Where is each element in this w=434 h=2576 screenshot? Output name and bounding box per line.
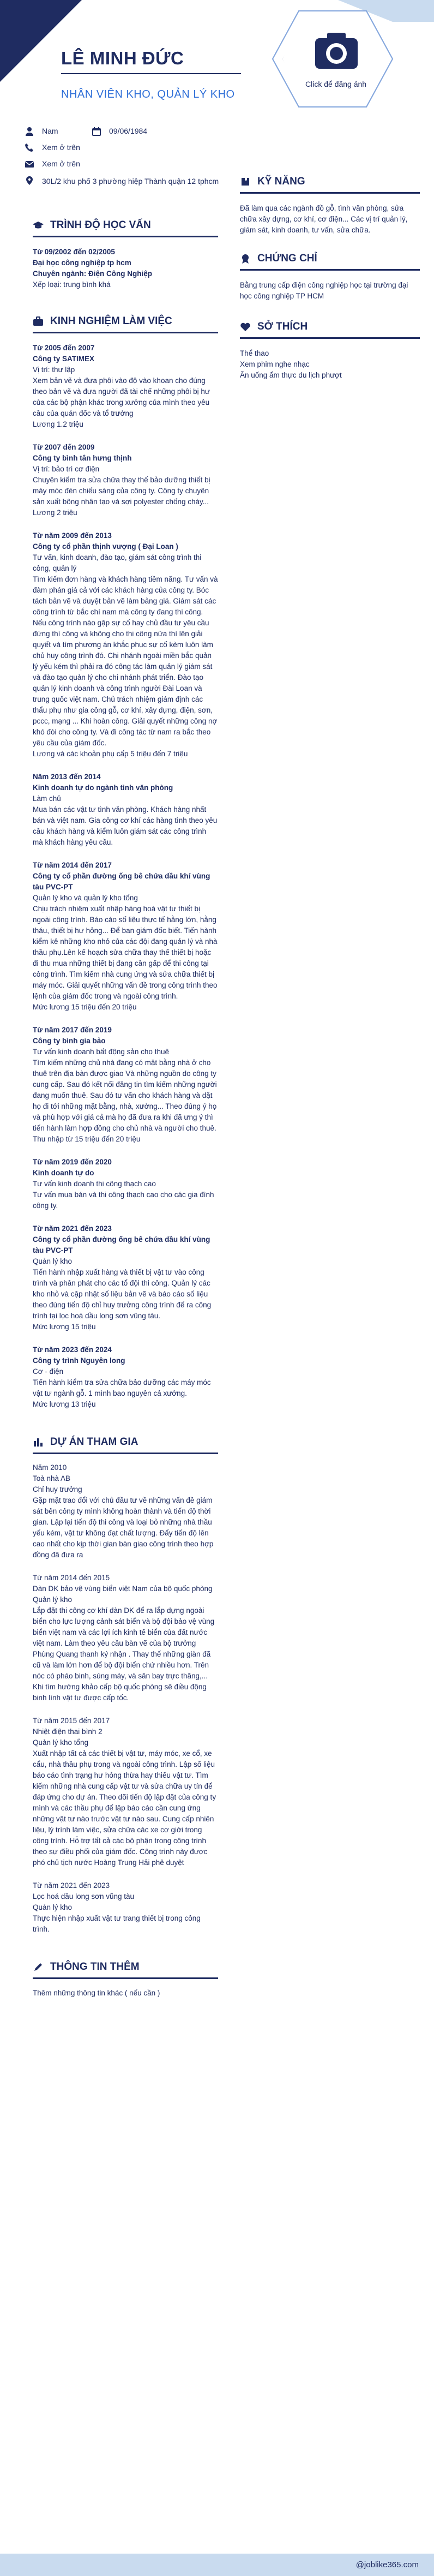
experience-company: Công ty cổ phần đường ống bê chứa dầu khí vùng tàu PVC-PT xyxy=(33,1235,210,1254)
skills-text: Đã làm qua các ngành đồ gỗ, tình văn phòng, sửa chữa xây dựng, cơ khí, cơ điện... Các vị trí quản lý, giám sát, kinh doanh, tư vấn, sửa chữa. xyxy=(240,204,408,234)
education-content xyxy=(33,247,218,290)
hobbies-title: SỞ THÍCH xyxy=(257,321,308,332)
hobbies-underline xyxy=(240,337,420,339)
gender-value: Nam xyxy=(42,127,58,135)
experience-item xyxy=(33,442,218,518)
email-icon xyxy=(25,159,34,169)
experience-time: Năm 2013 đến 2014 xyxy=(33,773,101,781)
experience-description: Tìm kiếm đơn hàng và khách hàng tiềm năng. Tư vấn và đàm phán giá cả với các khách hàng của công ty. Bóc tách bản vẽ và duyệt bản vẽ làm bảng giá. Giám sát các công trình từ bắc chí nam mà công ty đang thi công. Nếu công trình nào gặp sự cố hay chủ đầu tư yêu cầu đứng thì công và không cho thi công nữa thì lên giải quyết và tìm phương án khắc phục sự cố kèm luôn làm chủ huy công trình đó. Chi nhánh ngoài miền bắc quản lý yếu kém thì phải ra đó công tác làm quản lý giám sát và đào tạo quản lý cho chi nhánh phát triển. Đào tạo quản lý kinh doanh và công trình người Đài Loan và trung quốc việt nam. Chủ trách nhiệm giám định các thẩu phụ như gia công gỗ, cơ khí, xây dựng, điện, sơn, pccc, mạng ... Khi hoàn công. Giải quyết những công nợ khó đòi cho công ty. Và đi công tác từ nam ra bắc theo yêu cầu của giám đốc. xyxy=(33,575,218,747)
footer-site: @joblike365.com xyxy=(355,2560,419,2569)
certificates-underline xyxy=(240,269,420,271)
experience-underline xyxy=(33,332,218,333)
experience-salary: Mức lương 15 triệu xyxy=(33,1323,96,1331)
certificates-title: CHỨNG CHỈ xyxy=(257,253,317,264)
address-value: 30L/2 khu phố 3 phường hiệp Thành quận 12 tphcm xyxy=(42,177,219,186)
experience-salary: Lương 1.2 triệu xyxy=(33,420,83,428)
projects-icon xyxy=(33,1437,44,1448)
birthday-value: 09/06/1984 xyxy=(109,127,148,135)
project-description: Gặp mặt trao đổi với chủ đầu tư về những vấn đề giám sát bên công ty mình không hoàn thành và tiến độ thời gian. Lập lại tiến độ thi công và loại bỏ những nhà thầu yếu kém, vật tư không đạt chất lượng. Đẩy tiến độ lên cao nhất cho kịp thời gian bàn giao công trình theo hợp đồng đã đưa ra xyxy=(33,1496,214,1559)
project-description: Lắp đặt thi công cơ khí dàn DK để ra lắp dựng ngoài biển cho lực lượng cảnh sát biển và bộ đội bảo vệ vùng biển việt nam và các lợi ích kinh tế biển của đất nước việt nam. Làm theo yêu cầu bàn vẽ của bộ trưởng Phùng Quang thanh ký nhận . Thay thế những giàn đã cũ và làm lớn hơn để bộ đội biển chứ nhiều hơn. Trên nóc có pháo binh, súng máy, và sân bay trực thăng,... Khi tìm hướng khảo cấp bộ quốc phòng sẽ điều động binh lính vật tư được cấp tốc. xyxy=(33,1606,215,1702)
projects-heading xyxy=(33,1436,138,1448)
experience-item xyxy=(33,1223,218,1332)
project-time: Năm 2010 xyxy=(33,1463,67,1472)
experience-role: Tư vấn, kinh doanh, đào tạo, giám sát công trình thi công, quản lý xyxy=(33,553,202,572)
projects-underline xyxy=(33,1453,218,1454)
experience-description: Tìm kiếm những chủ nhà đang có mặt bằng nhà ở cho thuê trên địa bàn được giao Và những nguồn do công ty cung cấp. Sau đó kết nối đăng tin tìm kiếm những người đang muốn thuê. Sau đó tư vấn cho khách hàng và dặt họ đi tới những mặt bằng, nhà, xưởng... Theo đúng ý họ và phù hợp với giá cả mà họ đã đưa ra khi đã ưng ý thì tiến hành làm hợp đồng cho chủ nhà và người cho thuê. xyxy=(33,1059,217,1132)
project-item xyxy=(33,1880,218,1935)
heart-icon xyxy=(240,321,251,332)
info-address-row xyxy=(25,176,221,187)
projects-list xyxy=(33,1462,218,1947)
info-email-row xyxy=(25,159,80,169)
experience-time: Từ năm 2023 đến 2024 xyxy=(33,1346,112,1354)
person-icon xyxy=(25,127,34,136)
info-icon xyxy=(33,1962,44,1973)
education-heading xyxy=(33,219,151,231)
calendar-icon xyxy=(92,127,101,136)
skills-underline xyxy=(240,192,420,194)
experience-list xyxy=(33,343,218,1422)
project-name: Lọc hoá dầu long sơn vũng tàu xyxy=(33,1892,134,1900)
experience-salary: Lương và các khoản phụ cấp 5 triệu đến 7 triệu xyxy=(33,750,188,758)
experience-item xyxy=(33,860,218,1013)
project-role: Chỉ huy trưởng xyxy=(33,1485,82,1493)
experience-item xyxy=(33,1344,218,1410)
experience-time: Từ năm 2009 đến 2013 xyxy=(33,531,112,540)
experience-time: Từ năm 2017 đến 2019 xyxy=(33,1026,112,1034)
education-school: Đại học công nghiệp tp hcm xyxy=(33,259,131,267)
experience-description: Tư vấn mua bán và thi công thạch cao cho các gia đình công ty. xyxy=(33,1191,214,1210)
project-description: Xuất nhập tất cả các thiết bị vật tư, máy móc, xe cổ, xe cẩu, nhà thầu phụ trong và ngoài công trình. Lập số liệu báo cáo tình trạng hư hỏng thừa hay thiếu vật tư. Tìm kiếm những nhà cung cấp vật tư và sửa chữa uy tín để đáp ứng cho dự án. Theo dõi tiến độ lập đặt của công ty mình và các thầu phụ để lập báo cáo cần cung ứng những vật tư nào trước vật tư nào sau. Cung cấp nhiên liệu, lý trình làm việc, sửa chữa các xe cơ giới trong công trình. Hỗ trợ tất cả các bộ phận trong công trình theo sự điều phối của giám đốc. Công trình này được phó chủ tịch nước Hoàng Trung Hải phê duyệt xyxy=(33,1749,216,1867)
experience-item xyxy=(33,343,218,430)
candidate-name: LÊ MINH ĐỨC xyxy=(61,48,184,68)
phone-icon xyxy=(25,143,34,153)
graduation-cap-icon xyxy=(33,220,44,231)
experience-role: Quản lý kho và quản lý kho tổng xyxy=(33,894,138,902)
experience-description: Mua bán các vật tư tình văn phòng. Khách hàng nhất bán và việt nam. Gia công cơ khí các hàng tình theo yêu cầu khách hàng và kiểm luôn giám sát các công trình mà khách hàng yêu cầu. xyxy=(33,805,218,846)
more-info-heading xyxy=(33,1961,140,1973)
experience-description: Xem bản vẽ và đưa phôi vào độ vào khoan cho đúng theo bản vẽ và đưa người đã tài chế những phôi bị hư của các bộ phận khác trong xưởng của mình theo yêu cầu của quản đốc và tổ trưởng xyxy=(33,376,210,417)
hobby-item: Xem phim nghe nhạc xyxy=(240,360,310,368)
hobbies-list xyxy=(240,348,420,381)
job-title: NHÂN VIÊN KHO, QUẢN LÝ KHO xyxy=(61,88,235,100)
project-description: Thực hiện nhập xuất vật tư trang thiết bị trong công trình. xyxy=(33,1914,201,1933)
experience-title: KINH NGHIỆM LÀM VIỆC xyxy=(50,315,172,327)
experience-description: Tiến hành kiểm tra sửa chữa bảo dưỡng các máy móc vật tư ngành gỗ. 1 mình bao nguyên cả xưởng. xyxy=(33,1378,211,1397)
more-info-text: Thêm những thông tin khác ( nếu cần ) xyxy=(33,1989,160,1997)
info-gender-row xyxy=(25,127,58,136)
project-time: Từ năm 2015 đến 2017 xyxy=(33,1717,110,1725)
skills-heading xyxy=(240,176,305,188)
project-item xyxy=(33,1573,218,1704)
experience-time: Từ năm 2019 đến 2020 xyxy=(33,1158,112,1166)
project-role: Quản lý kho xyxy=(33,1903,73,1911)
certificates-heading xyxy=(240,253,317,265)
experience-salary: Thu nhập từ 15 triệu đến 20 triệu xyxy=(33,1135,141,1143)
project-item xyxy=(33,1716,218,1868)
more-info-underline xyxy=(33,1977,218,1979)
experience-time: Từ 2007 đến 2009 xyxy=(33,443,95,451)
certificates-text: Bằng trung cấp điện công nghiệp học tại trường đại học công nghiệp TP HCM xyxy=(240,281,408,300)
experience-time: Từ 2005 đến 2007 xyxy=(33,344,95,352)
project-role: Quản lý kho xyxy=(33,1595,73,1604)
hobby-item: Thể thao xyxy=(240,349,269,357)
photo-frame xyxy=(261,0,434,118)
briefcase-icon xyxy=(33,316,44,327)
phone-value: Xem ở trên xyxy=(42,143,80,152)
education-underline xyxy=(33,236,218,237)
experience-item xyxy=(33,1157,218,1211)
experience-company: Kinh doanh tự do ngành tình văn phòng xyxy=(33,784,173,792)
experience-item xyxy=(33,1025,218,1145)
experience-description: Chuyên kiểm tra sửa chữa thay thế bảo dưỡng thiết bị máy móc đèn chiếu sáng của công ty. Công ty chuyên sản xuất bông nhân tạo và sợi polyester chống cháy... xyxy=(33,476,210,506)
photo-upload[interactable] xyxy=(261,0,434,118)
experience-role: Tư vấn kinh doanh thi công thạch cao xyxy=(33,1180,156,1188)
education-major: Chuyên ngành: Điện Công Nghiệp xyxy=(33,270,152,278)
hobby-item: Ăn uống ẩm thực du lịch phượt xyxy=(240,371,342,379)
experience-salary: Mức lương 13 triệu xyxy=(33,1400,96,1408)
experience-role: Vị trí: thư lập xyxy=(33,366,75,374)
experience-description: Tiến hành nhập xuất hàng và thiết bị vật tư vào công trình và phân phát cho các tổ đội thi công. Quản lý các kho nhỏ và cập nhật số liệu bản vẽ và báo cáo số liệu theo đúng tiến độ chỉ huy trưởng công trình để ra công trình tại lọc hoá dầu long sơn vũng tàu. xyxy=(33,1268,212,1320)
experience-role: Làm chủ xyxy=(33,794,61,803)
hobbies-heading xyxy=(240,321,308,333)
experience-description: Chịu trách nhiệm xuất nhập hàng hoá vật tư thiết bị ngoài công trình. Báo cáo số liệu thực tế hằng lớn, hằng tháu, thiết bị hư hỏng... Để ban giám đốc biết. Tiến hành kiểm kê những kho nhỏ của các đội đang quản lý và nhà thầu phụ.Lên kế hoạch sửa chữa thay thế thiết bị hoặc đi thu mua những thiết bị đang cần gấp để thi công tại công trình. Tìm kiếm nhà cung ứng và sửa chữa thiết bị máy móc. Giải quyết những vấn đề trong công trình theo lệnh của giám đốc trong và ngoài công trình. xyxy=(33,905,218,1000)
experience-time: Từ năm 2014 đến 2017 xyxy=(33,861,112,869)
projects-title: DỰ ÁN THAM GIA xyxy=(50,1436,138,1448)
experience-salary: Mức lương 15 triệu đến 20 triệu xyxy=(33,1003,137,1011)
experience-heading xyxy=(33,315,172,327)
footer-band xyxy=(0,2554,434,2576)
info-birthday-row xyxy=(92,127,147,136)
education-grade: Xếp loại: trung bình khá xyxy=(33,280,111,289)
experience-salary: Lương 2 triệu xyxy=(33,509,77,517)
project-name: Toà nhà AB xyxy=(33,1474,71,1483)
experience-time: Từ năm 2021 đến 2023 xyxy=(33,1224,112,1233)
skills-title: KỸ NĂNG xyxy=(257,176,305,187)
info-phone-row xyxy=(25,143,80,153)
project-role: Quản lý kho tổng xyxy=(33,1738,89,1747)
photo-caption: Click để đăng ảnh xyxy=(305,80,367,88)
project-name: Dàn DK bảo vệ vùng biển việt Nam của bộ quốc phòng xyxy=(33,1585,213,1593)
project-name: Nhiệt điện thai bình 2 xyxy=(33,1728,103,1736)
experience-company: Công ty cổ phần đường ống bê chứa dầu khí vùng tàu PVC-PT xyxy=(33,872,210,891)
experience-item xyxy=(33,530,218,760)
education-title: TRÌNH ĐỘ HỌC VẤN xyxy=(50,219,151,231)
certificate-icon xyxy=(240,253,251,264)
experience-company: Công ty trình Nguyên long xyxy=(33,1356,125,1365)
puzzle-icon xyxy=(240,176,251,187)
more-info-title: THÔNG TIN THÊM xyxy=(50,1961,140,1973)
experience-role: Cơ - điện xyxy=(33,1367,64,1376)
experience-company: Kinh doanh tự do xyxy=(33,1169,94,1177)
experience-company: Công ty bình gia bảo xyxy=(33,1037,106,1045)
experience-item xyxy=(33,772,218,848)
experience-role: Quản lý kho xyxy=(33,1257,73,1265)
experience-company: Công ty SATIMEX xyxy=(33,355,94,363)
project-time: Từ năm 2021 đến 2023 xyxy=(33,1881,110,1890)
email-value: Xem ở trên xyxy=(42,159,80,168)
experience-role: Vị trí: bảo trì cơ điện xyxy=(33,465,100,473)
experience-company: Công ty cổ phần thịnh vượng ( Đại Loan ) xyxy=(33,542,178,551)
experience-role: Tư vấn kinh doanh bất động sản cho thuê xyxy=(33,1048,169,1056)
name-divider xyxy=(61,73,241,74)
project-item xyxy=(33,1462,218,1561)
education-time: Từ 09/2002 đến 02/2005 xyxy=(33,248,115,256)
project-time: Từ năm 2014 đến 2015 xyxy=(33,1574,110,1582)
location-icon xyxy=(25,176,34,186)
experience-company: Công ty bình tân hưng thịnh xyxy=(33,454,132,462)
